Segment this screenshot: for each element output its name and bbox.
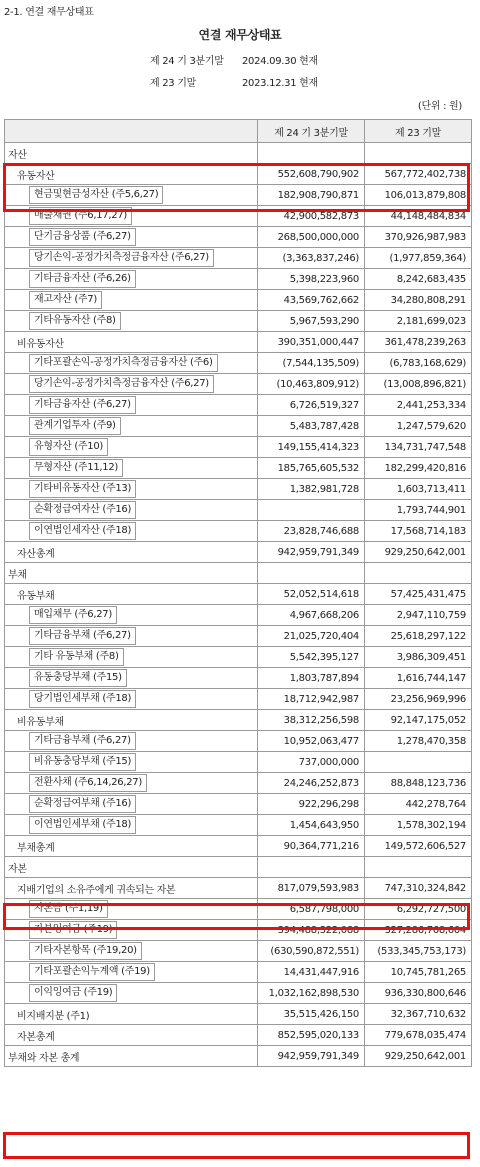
- table-row: [5, 311, 472, 332]
- period-current-label: 제 24 기 3분기말: [150, 56, 224, 67]
- account-name-cell: [5, 584, 258, 605]
- unit-label: (단위 : 원): [417, 101, 462, 112]
- prior-period-amount: 327,286,768,604: [365, 920, 472, 941]
- account-name: 기타 유동부채 (주8): [29, 648, 124, 666]
- account-name-cell: [5, 731, 258, 752]
- table-row: [5, 416, 472, 437]
- account-name-cell: [5, 143, 258, 164]
- prior-period-amount: 1,247,579,620: [365, 416, 472, 437]
- account-name: 유동부채: [17, 590, 55, 602]
- account-name: 매출채권 (주6,17,27): [29, 207, 132, 225]
- account-name-cell: [5, 458, 258, 479]
- account-name: 이연법인세자산 (주18): [29, 522, 136, 540]
- current-period-amount: 817,079,593,983: [258, 878, 365, 899]
- current-period-amount: [258, 500, 365, 521]
- account-name-cell: [5, 395, 258, 416]
- account-name-cell: [5, 542, 258, 563]
- account-name: 전환사채 (주6,14,26,27): [29, 774, 147, 792]
- account-name-cell: [5, 941, 258, 962]
- table-row: [5, 332, 472, 353]
- table-row: [5, 563, 472, 584]
- current-period-amount: 5,542,395,127: [258, 647, 365, 668]
- account-name-cell: [5, 374, 258, 395]
- account-name: 유동충당부채 (주15): [29, 669, 127, 687]
- account-name: 관계기업투자 (주9): [29, 417, 121, 435]
- account-name-cell: [5, 668, 258, 689]
- prior-period-amount: 6,292,727,500: [365, 899, 472, 920]
- table-row: [5, 1004, 472, 1025]
- account-name: 기타포괄손익-공정가치측정금융자산 (주6): [29, 354, 218, 372]
- table-row: [5, 374, 472, 395]
- table-row: [5, 857, 472, 878]
- account-name: 기타금융부채 (주6,27): [29, 627, 136, 645]
- prior-period-amount: 25,618,297,122: [365, 626, 472, 647]
- account-name: 기타금융부채 (주6,27): [29, 732, 136, 750]
- account-name: 매입채무 (주6,27): [29, 606, 117, 624]
- account-name: 순확정급여자산 (주16): [29, 501, 136, 519]
- account-name: 당기법인세부채 (주18): [29, 690, 136, 708]
- table-row: [5, 395, 472, 416]
- prior-period-amount: 3,986,309,451: [365, 647, 472, 668]
- account-name: 유동자산: [17, 170, 55, 182]
- table-row: [5, 941, 472, 962]
- prior-period-amount: 1,793,744,901: [365, 500, 472, 521]
- period-prior-label: 제 23 기말: [150, 78, 196, 89]
- account-name: 기타포괄손익누계액 (주19): [29, 963, 155, 981]
- current-period-amount: 1,803,787,894: [258, 668, 365, 689]
- prior-period-amount: 1,603,713,411: [365, 479, 472, 500]
- current-period-amount: (10,463,809,912): [258, 374, 365, 395]
- current-period-amount: 6,726,519,327: [258, 395, 365, 416]
- current-period-amount: 24,246,252,873: [258, 773, 365, 794]
- prior-period-amount: 370,926,987,983: [365, 227, 472, 248]
- prior-period-amount: 8,242,683,435: [365, 269, 472, 290]
- account-name-cell: [5, 227, 258, 248]
- highlight-box-total-equity: [3, 1132, 470, 1159]
- table-row: [5, 185, 472, 206]
- table-row: [5, 731, 472, 752]
- current-period-amount: 942,959,791,349: [258, 1046, 365, 1067]
- account-name: 자본총계: [17, 1031, 55, 1043]
- account-name-cell: [5, 479, 258, 500]
- account-name-cell: [5, 815, 258, 836]
- table-row: [5, 836, 472, 857]
- prior-period-amount: 106,013,879,808: [365, 185, 472, 206]
- prior-period-amount: 1,616,744,147: [365, 668, 472, 689]
- current-period-amount: 35,515,426,150: [258, 1004, 365, 1025]
- current-period-amount: 90,364,771,216: [258, 836, 365, 857]
- table-row: [5, 458, 472, 479]
- current-period-amount: 14,431,447,916: [258, 962, 365, 983]
- account-name-cell: [5, 899, 258, 920]
- table-row: [5, 500, 472, 521]
- period-current-date: 2024.09.30 현재: [242, 56, 318, 67]
- prior-period-amount: [365, 563, 472, 584]
- table-body: [5, 143, 472, 1067]
- prior-period-amount: 32,367,710,632: [365, 1004, 472, 1025]
- prior-period-amount: 929,250,642,001: [365, 1046, 472, 1067]
- account-name-cell: [5, 332, 258, 353]
- table-row: [5, 206, 472, 227]
- prior-period-amount: 779,678,035,474: [365, 1025, 472, 1046]
- table-row: [5, 143, 472, 164]
- table-row: [5, 479, 472, 500]
- prior-period-amount: 149,572,606,527: [365, 836, 472, 857]
- table-row: [5, 962, 472, 983]
- account-name: 재고자산 (주7): [29, 291, 102, 309]
- current-period-amount: [258, 563, 365, 584]
- account-name: 기타금융자산 (주6,26): [29, 270, 136, 288]
- current-period-amount: 38,312,256,598: [258, 710, 365, 731]
- period-prior-date: 2023.12.31 현재: [242, 78, 318, 89]
- header-current-period: 제 24 기 3분기말: [258, 120, 365, 143]
- account-name-cell: [5, 290, 258, 311]
- section-label: 2-1. 연결 재무상태표: [4, 7, 94, 18]
- account-name: 기타자본항목 (주19,20): [29, 942, 142, 960]
- prior-period-amount: 23,256,969,996: [365, 689, 472, 710]
- current-period-amount: 552,608,790,902: [258, 164, 365, 185]
- prior-period-amount: (1,977,859,364): [365, 248, 472, 269]
- header-prior-period: 제 23 기말: [365, 120, 472, 143]
- prior-period-amount: 361,478,239,263: [365, 332, 472, 353]
- account-name-cell: [5, 206, 258, 227]
- current-period-amount: 182,908,790,871: [258, 185, 365, 206]
- current-period-amount: 942,959,791,349: [258, 542, 365, 563]
- account-name: 자본잉여금 (주19): [29, 921, 117, 939]
- account-name-cell: [5, 353, 258, 374]
- prior-period-amount: [365, 752, 472, 773]
- account-name: 현금및현금성자산 (주5,6,27): [29, 186, 163, 204]
- table-row: [5, 1025, 472, 1046]
- table-row: [5, 227, 472, 248]
- table-row: [5, 290, 472, 311]
- account-name-cell: [5, 794, 258, 815]
- prior-period-amount: 10,745,781,265: [365, 962, 472, 983]
- header-account: [5, 120, 258, 143]
- current-period-amount: 5,483,787,428: [258, 416, 365, 437]
- account-name-cell: [5, 689, 258, 710]
- prior-period-amount: 34,280,808,291: [365, 290, 472, 311]
- current-period-amount: 185,765,605,532: [258, 458, 365, 479]
- prior-period-amount: 442,278,764: [365, 794, 472, 815]
- current-period-amount: [258, 857, 365, 878]
- account-name-cell: [5, 710, 258, 731]
- prior-period-amount: [365, 143, 472, 164]
- table-row: [5, 605, 472, 626]
- account-name-cell: [5, 878, 258, 899]
- current-period-amount: 5,398,223,960: [258, 269, 365, 290]
- table-row: [5, 269, 472, 290]
- table-row: [5, 437, 472, 458]
- current-period-amount: (630,590,872,551): [258, 941, 365, 962]
- balance-sheet-table: [4, 119, 472, 1067]
- account-name-cell: [5, 920, 258, 941]
- table-header-row: [5, 120, 472, 143]
- account-name-cell: [5, 647, 258, 668]
- account-name: 이익잉여금 (주19): [29, 984, 117, 1002]
- account-name-cell: [5, 185, 258, 206]
- prior-period-amount: 44,148,484,834: [365, 206, 472, 227]
- current-period-amount: 737,000,000: [258, 752, 365, 773]
- account-name-cell: [5, 563, 258, 584]
- account-name-cell: [5, 626, 258, 647]
- current-period-amount: (3,363,837,246): [258, 248, 365, 269]
- current-period-amount: 23,828,746,688: [258, 521, 365, 542]
- prior-period-amount: (6,783,168,629): [365, 353, 472, 374]
- table-row: [5, 920, 472, 941]
- account-name: 단기금융상품 (주6,27): [29, 228, 136, 246]
- account-name-cell: [5, 1046, 258, 1067]
- table-row: [5, 542, 472, 563]
- account-name: 부채와 자본 총계: [8, 1052, 80, 1064]
- prior-period-amount: 1,278,470,358: [365, 731, 472, 752]
- account-name: 자본: [8, 863, 27, 875]
- prior-period-amount: 17,568,714,183: [365, 521, 472, 542]
- prior-period-amount: 929,250,642,001: [365, 542, 472, 563]
- table-row: [5, 584, 472, 605]
- current-period-amount: 852,595,020,133: [258, 1025, 365, 1046]
- table-row: [5, 647, 472, 668]
- current-period-amount: 149,155,414,323: [258, 437, 365, 458]
- table-row: [5, 899, 472, 920]
- prior-period-amount: 182,299,420,816: [365, 458, 472, 479]
- account-name: 부채: [8, 569, 27, 581]
- account-name: 비유동충당부채 (주15): [29, 753, 136, 771]
- account-name: 기타금융자산 (주6,27): [29, 396, 136, 414]
- account-name-cell: [5, 1004, 258, 1025]
- account-name-cell: [5, 857, 258, 878]
- account-name: 기타비유동자산 (주13): [29, 480, 136, 498]
- prior-period-amount: 567,772,402,738: [365, 164, 472, 185]
- table-row: [5, 710, 472, 731]
- statement-title: 연결 재무상태표: [198, 28, 282, 42]
- account-name-cell: [5, 416, 258, 437]
- current-period-amount: 390,351,000,447: [258, 332, 365, 353]
- account-name: 비유동부채: [17, 716, 64, 728]
- account-name-cell: [5, 605, 258, 626]
- current-period-amount: 42,900,582,873: [258, 206, 365, 227]
- current-period-amount: 5,967,593,290: [258, 311, 365, 332]
- table-row: [5, 248, 472, 269]
- account-name: 부채총계: [17, 842, 55, 854]
- prior-period-amount: 134,731,747,548: [365, 437, 472, 458]
- account-name: 당기손익-공정가치측정금융자산 (주6,27): [29, 375, 214, 393]
- prior-period-amount: (13,008,896,821): [365, 374, 472, 395]
- prior-period-amount: [365, 857, 472, 878]
- current-period-amount: 268,500,000,000: [258, 227, 365, 248]
- account-name: 순확정급여부채 (주16): [29, 795, 136, 813]
- table-row: [5, 353, 472, 374]
- account-name-cell: [5, 1025, 258, 1046]
- current-period-amount: 18,712,942,987: [258, 689, 365, 710]
- account-name: 이연법인세부채 (주18): [29, 816, 136, 834]
- table-row: [5, 521, 472, 542]
- prior-period-amount: 747,310,324,842: [365, 878, 472, 899]
- current-period-amount: [258, 143, 365, 164]
- prior-period-amount: (533,345,753,173): [365, 941, 472, 962]
- current-period-amount: 10,952,063,477: [258, 731, 365, 752]
- current-period-amount: 1,454,643,950: [258, 815, 365, 836]
- current-period-amount: 4,967,668,206: [258, 605, 365, 626]
- table-row: [5, 626, 472, 647]
- current-period-amount: 21,025,720,404: [258, 626, 365, 647]
- account-name-cell: [5, 752, 258, 773]
- account-name-cell: [5, 773, 258, 794]
- account-name-cell: [5, 311, 258, 332]
- prior-period-amount: 1,578,302,194: [365, 815, 472, 836]
- table-row: [5, 1046, 472, 1067]
- table-row: [5, 815, 472, 836]
- account-name: 비지배지분 (주1): [17, 1010, 90, 1022]
- current-period-amount: 1,032,162,898,530: [258, 983, 365, 1004]
- account-name: 비유동자산: [17, 338, 64, 350]
- account-name: 무형자산 (주11,12): [29, 459, 123, 477]
- prior-period-amount: 88,848,123,736: [365, 773, 472, 794]
- account-name: 자산총계: [17, 548, 55, 560]
- table-row: [5, 878, 472, 899]
- account-name: 기타유동자산 (주8): [29, 312, 121, 330]
- table-row: [5, 164, 472, 185]
- table-row: [5, 773, 472, 794]
- account-name: 유형자산 (주10): [29, 438, 108, 456]
- prior-period-amount: 2,947,110,759: [365, 605, 472, 626]
- table-row: [5, 668, 472, 689]
- account-name-cell: [5, 983, 258, 1004]
- table-row: [5, 794, 472, 815]
- account-name: 자본금 (주1,19): [29, 900, 108, 918]
- account-name-cell: [5, 164, 258, 185]
- current-period-amount: (7,544,135,509): [258, 353, 365, 374]
- account-name-cell: [5, 500, 258, 521]
- current-period-amount: 6,587,798,000: [258, 899, 365, 920]
- account-name-cell: [5, 521, 258, 542]
- current-period-amount: 394,488,322,088: [258, 920, 365, 941]
- prior-period-amount: 92,147,175,052: [365, 710, 472, 731]
- account-name-cell: [5, 836, 258, 857]
- current-period-amount: 52,052,514,618: [258, 584, 365, 605]
- current-period-amount: 1,382,981,728: [258, 479, 365, 500]
- prior-period-amount: 936,330,800,646: [365, 983, 472, 1004]
- prior-period-amount: 57,425,431,475: [365, 584, 472, 605]
- prior-period-amount: 2,441,253,334: [365, 395, 472, 416]
- table-row: [5, 983, 472, 1004]
- current-period-amount: 922,296,298: [258, 794, 365, 815]
- account-name-cell: [5, 437, 258, 458]
- account-name-cell: [5, 269, 258, 290]
- account-name-cell: [5, 248, 258, 269]
- account-name-cell: [5, 962, 258, 983]
- account-name: 자산: [8, 149, 27, 161]
- prior-period-amount: 2,181,699,023: [365, 311, 472, 332]
- account-name: 지배기업의 소유주에게 귀속되는 자본: [17, 884, 176, 896]
- table-row: [5, 689, 472, 710]
- table-row: [5, 752, 472, 773]
- account-name: 당기손익-공정가치측정금융자산 (주6,27): [29, 249, 214, 267]
- current-period-amount: 43,569,762,662: [258, 290, 365, 311]
